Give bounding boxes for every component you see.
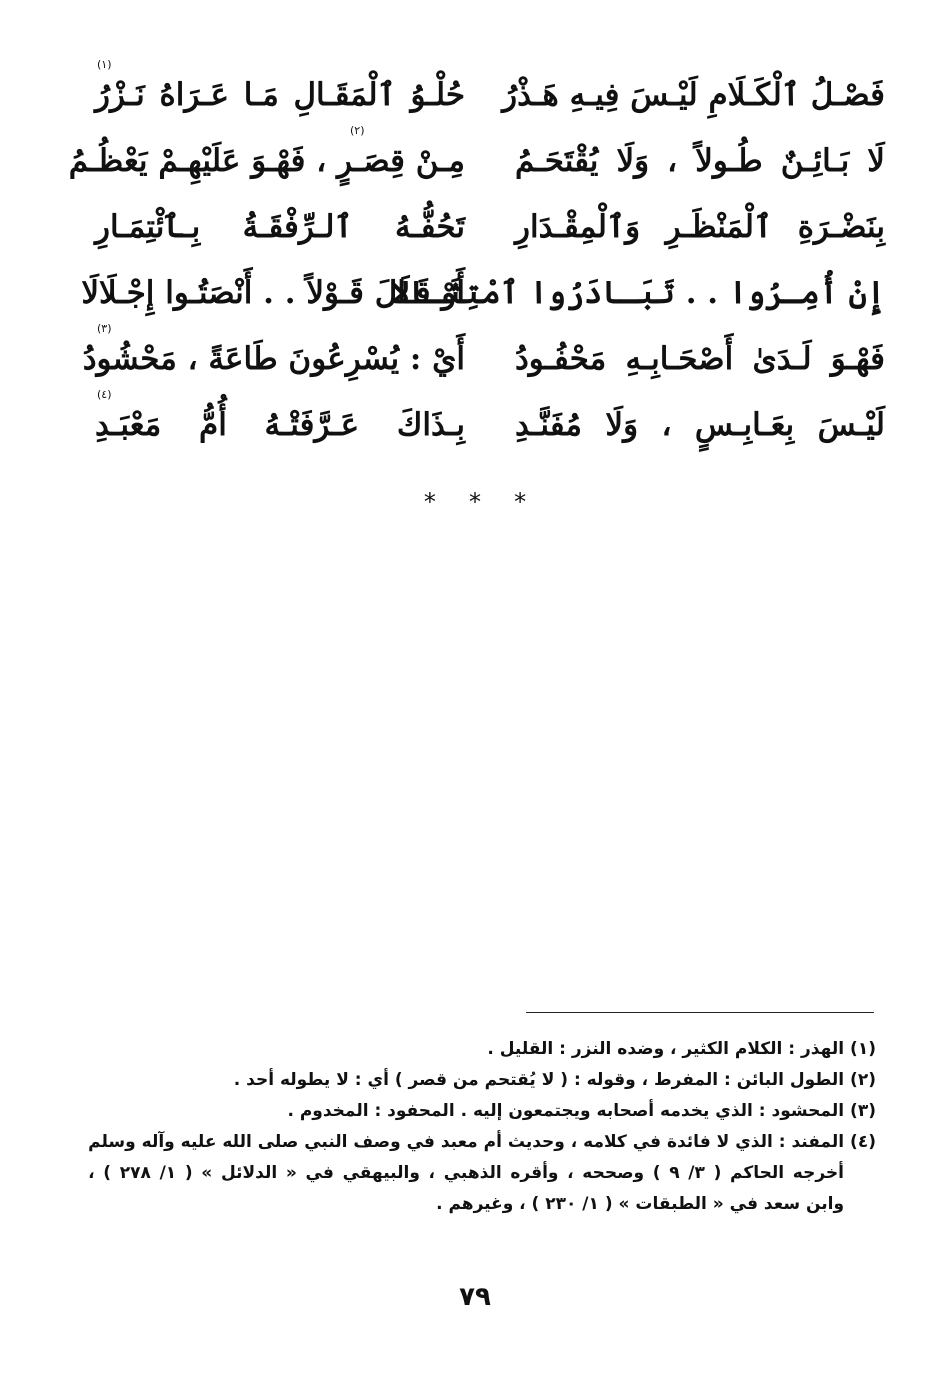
footnote-text <box>96 1034 844 1065</box>
footnote-line: وابن سعد في « الطبقات » ( ١/ ٢٣٠ ) ، وغيرهم . <box>436 1194 845 1214</box>
poem <box>68 58 885 458</box>
footnotes <box>88 1034 876 1220</box>
page-number: ٧٩ <box>459 1282 491 1312</box>
footnote <box>96 1065 876 1096</box>
footnote-number: (١) <box>850 1039 876 1059</box>
footnote <box>96 1096 876 1127</box>
footnote-divider <box>526 1012 874 1013</box>
hemistich-text: أَيْ : يُسْرِعُونَ طَاعَةً ، مَحْشُودُ <box>82 341 465 377</box>
footnote-text <box>96 1096 844 1127</box>
star-ornament: * <box>514 488 527 516</box>
verse <box>68 124 885 194</box>
star-ornament: * <box>469 488 481 516</box>
verse <box>95 58 885 128</box>
footnote-marker: (٤) <box>97 388 112 401</box>
footnote-marker: (٢) <box>350 124 365 137</box>
hemistich-text: حُلْـوُ ٱلْمَقَـالِ مَـا عَـرَاهُ نَـزْرُ <box>95 77 465 113</box>
footnote-line: الطول البائن : المفرط ، وقوله : ( لا يُقتحم من قصر ) أي : لا يطوله أحد . <box>233 1070 845 1090</box>
verse <box>95 194 885 260</box>
footnote-number: (٣) <box>850 1101 876 1121</box>
footnote-number: (٢) <box>850 1070 876 1090</box>
verse <box>95 388 885 458</box>
section-separator <box>0 488 950 516</box>
verse-second-hemistich <box>95 58 465 128</box>
verse-first-hemistich: لَيْـسَ بِعَـابِـسٍ ، وَلَا مُفَنَّـدِ <box>515 407 885 443</box>
verse-second-hemistich <box>68 124 465 194</box>
footnote-line: المفند : الذي لا فائدة في كلامه ، وحديث أم معبد في وصف النبي صلى الله عليه وآله وسلم <box>88 1132 845 1152</box>
hemistich-text: بِـذَاكَ عَـرَّفَتْـهُ أُمُّ مَعْبَـدِ <box>95 407 465 443</box>
hemistich-text: مِـنْ قِصَـرٍ ، فَهْـوَ عَلَيْهِـمْ يَعْظُـمُ <box>68 143 465 179</box>
footnote-text <box>96 1065 844 1096</box>
verse <box>81 260 885 326</box>
footnote-number: (٤) <box>850 1132 876 1152</box>
footnote <box>88 1127 876 1220</box>
footnote-line: أخرجه الحاكم ( ٣/ ٩ ) وصححه ، وأقره الذهبي ، والبيهقي في « الدلائل » ( ١/ ٢٧٨ ) ، <box>88 1163 844 1183</box>
footnote <box>96 1034 876 1065</box>
footnote-marker: (٣) <box>97 322 112 335</box>
verse-second-hemistich <box>82 322 465 392</box>
verse-first-hemistich: بِنَضْـرَةِ ٱلْمَنْظَـرِ وَٱلْمِقْـدَارِ <box>515 209 885 245</box>
footnote-line: المحشود : الذي يخدمه أصحابه ويجتمعون إليه . المحفود : المخدوم . <box>287 1101 845 1121</box>
star-ornament: * <box>423 488 436 516</box>
verse-first-hemistich: إِنْ أُمِـرُوا . . تَبَـادَرُوا ٱمْتِثَـالَا <box>391 275 885 311</box>
footnote-line: الهذر : الكلام الكثير ، وضده النزر : القليل . <box>487 1039 845 1059</box>
footnote-text <box>88 1127 844 1220</box>
verse-first-hemistich: فَهْـوَ لَـدَىٰ أَصْحَـابِـهِ مَحْفُـودُ <box>515 341 885 377</box>
verse-second-hemistich: أَوْ قَـالَ قَـوْلاً . . أَنْصَتُـوا إِجْـلَالَا <box>81 275 465 311</box>
verse-second-hemistich <box>95 388 465 458</box>
verse-first-hemistich: فَصْـلُ ٱلْكَـلَامِ لَيْـسَ فِيـهِ هَـذْرُ <box>502 77 885 113</box>
verse-second-hemistich: تَحُفُّـهُ ٱلـرِّفْقَـةُ بِـٱئْتِمَـارِ <box>95 209 465 245</box>
verse <box>82 322 885 392</box>
verse-first-hemistich: لَا بَـائِـنٌ طُـولاً ، وَلَا يُقْتَحَـمُ <box>515 143 885 179</box>
footnote-marker: (١) <box>97 58 112 71</box>
